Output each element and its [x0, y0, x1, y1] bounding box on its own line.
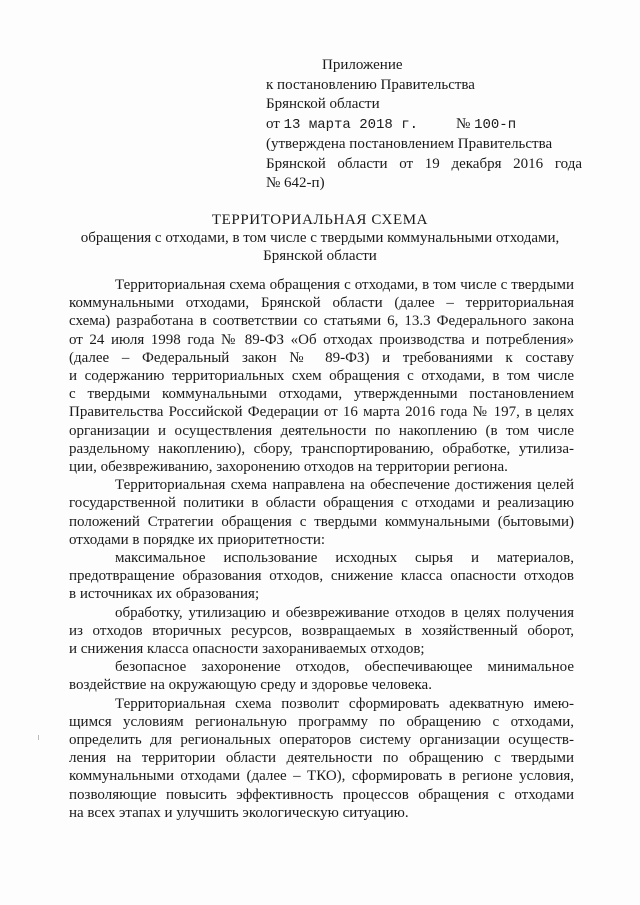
- body-line: коммунальными отходами, Брянской области (далее – территориальная: [69, 295, 574, 312]
- body-line: позволяющие повысить эффективность процессов обращения с отходами: [69, 786, 574, 803]
- body-line: ции, обезвреживанию, захоронению отходов на территории региона.: [69, 459, 508, 476]
- body-line: обработку, утилизацию и обезвреживание отходов в целях получения: [115, 604, 574, 621]
- number-value: 100-п: [474, 116, 517, 133]
- body-line: и снижения класса опасности захораниваемых отходов;: [69, 641, 425, 658]
- body-line: схема) разработана в соответствии со статьями 6, 13.3 Федерального закона: [69, 313, 574, 330]
- date-value: 13 марта 2018 г.: [283, 116, 419, 133]
- document-subtitle-line2: Брянской области: [263, 248, 377, 264]
- document-subtitle-line1: обращения с отходами, в том числе с твердыми коммунальными отходами,: [80, 230, 560, 246]
- body-line: воздействие на окружающую среду и здоровье человека.: [69, 677, 432, 694]
- appendix-date-line: [266, 115, 582, 136]
- appendix-title: Приложение: [322, 57, 403, 73]
- appendix-line-region: Брянской области: [266, 96, 380, 112]
- appendix-approved-number: № 642-п): [266, 175, 325, 191]
- body-line: от 24 июля 1998 года № 89-ФЗ «Об отходах производства и потребления»: [69, 331, 574, 348]
- appendix-header: [266, 56, 582, 194]
- document-body: [69, 276, 574, 822]
- body-line: коммунальными отходами (далее – ТКО), сформировать в регионе условия,: [69, 768, 574, 785]
- scan-mark: [38, 735, 39, 740]
- body-line: предотвращение образования отходов, снижение класса опасности отходов: [69, 568, 574, 585]
- body-line: (далее – Федеральный закон № 89-ФЗ) и требованиями к составу: [69, 349, 574, 366]
- body-line: Правительства Российской Федерации от 16 марта 2016 года № 197, в целях: [69, 404, 574, 421]
- appendix-approved-line: (утверждена постановлением Правительства: [266, 136, 553, 152]
- body-line: государственной политики в области обращения с отходами и реализацию: [69, 495, 574, 512]
- body-line: организации и осуществления деятельности по накоплению (в том числе: [69, 422, 574, 439]
- body-line: с твердыми коммунальными отходами, утвержденными постановлением: [69, 386, 574, 403]
- body-line: максимальное использование исходных сырья и материалов,: [115, 550, 574, 567]
- appendix-approved-date-line: Брянской области от 19 декабря 2016 года: [266, 155, 582, 172]
- number-prefix: №: [456, 115, 471, 132]
- date-prefix: от: [266, 115, 280, 132]
- body-line: отходами в порядке их приоритетности:: [69, 531, 326, 548]
- body-line: в источниках их образования;: [69, 586, 260, 603]
- body-line: из отходов вторичных ресурсов, возвращаемых в хозяйственный оборот,: [69, 622, 574, 639]
- body-line: Территориальная схема позволит сформировать адекватную имею-: [115, 695, 574, 712]
- body-line: Территориальная схема направлена на обеспечение достижения целей: [115, 477, 574, 494]
- body-line: раздельному накоплению), сбору, транспортированию, обработке, утилиза-: [69, 440, 574, 457]
- document-title-block: [0, 211, 640, 265]
- body-line: безопасное захоронение отходов, обеспечивающее минимальное: [115, 659, 574, 676]
- body-line: Территориальная схема обращения с отходами, в том числе с твердыми: [115, 277, 574, 293]
- body-line: определить для региональных операторов систему организации осуществ-: [69, 732, 574, 749]
- appendix-line-resolution: к постановлению Правительства: [266, 76, 475, 93]
- body-line: положений Стратегии обращения с твердыми коммунальными (бытовыми): [69, 513, 574, 530]
- document-heading: ТЕРРИТОРИАЛЬНАЯ СХЕМА: [211, 212, 429, 228]
- body-line: щимся условиям региональную программу по обращению с отходами,: [69, 713, 574, 730]
- body-line: ления на территории области деятельности по обращению с твердыми: [69, 750, 574, 767]
- body-line: и содержанию территориальных схем обращения с отходами, в том числе: [69, 368, 574, 385]
- body-line: на всех этапах и улучшить экологическую ситуацию.: [69, 804, 409, 821]
